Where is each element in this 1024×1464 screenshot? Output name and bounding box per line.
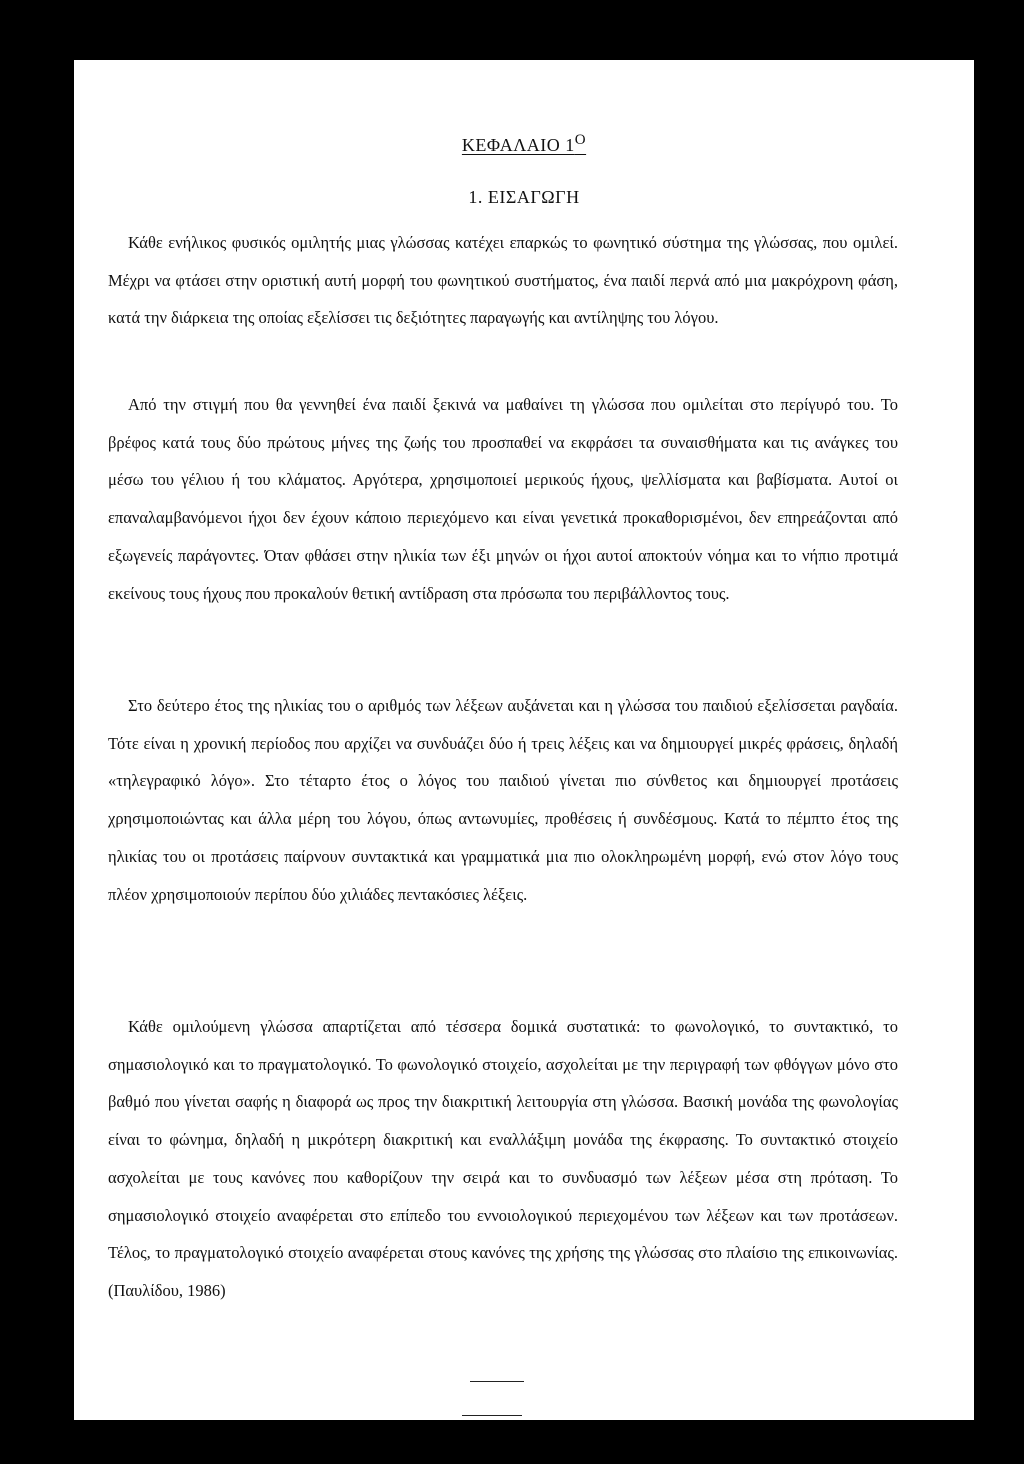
paragraph-block-2: [108, 386, 898, 612]
chapter-label-text: ΚΕΦΑΛΑΙΟ 1: [461, 135, 575, 155]
chapter-label: [461, 132, 587, 155]
paragraph-block-1: [108, 224, 898, 337]
chapter-superscript: Ο: [574, 132, 587, 148]
paragraph: Από την στιγμή που θα γεννηθεί ένα παιδί ξεκινά να μαθαίνει τη γλώσσα που ομιλείται στο περίγυρό του. Το βρέφος κατά τους δύο πρώτους μήνες της ζωής του προσπαθεί να εκφράσει τα συναισθήματα και τις ανάγκες του μέσω του γέλιου ή του κλάματος. Αργότερα, χρησιμοποιεί μερικούς ήχους, ψελλίσματα και βαβίσματα. Αυτοί οι επαναλαμβανόμενοι ήχοι δεν έχουν κάποιο περιεχόμενο και είναι γενετικά προκαθορισμένοι, δεν επηρεάζονται από εξωγενείς παράγοντες. Όταν φθάσει στην ηλικία των έξι μηνών οι ήχοι αυτοί αποκτούν νόημα και το νήπιο προτιμά εκείνους τους ήχους που προκαλούν θετική αντίδραση στα πρόσωπα του περιβάλλοντος τους.: [108, 395, 898, 603]
paragraph: Κάθε ενήλικος φυσικός ομιλητής μιας γλώσσας κατέχει επαρκώς το φωνητικό σύστημα της γλώσσας, που ομιλεί. Μέχρι να φτάσει στην οριστική αυτή μορφή του φωνητικού συστήματος, ένα παιδί περνά από μια μακρόχρονη φάση, κατά την διάρκεια της οποίας εξελίσσει τις δεξιότητες παραγωγής και αντίληψης του λόγου.: [108, 233, 898, 328]
paragraph-block-4: [108, 1008, 898, 1310]
footer-rule-top: [470, 1381, 524, 1382]
paragraph-block-3: [108, 687, 898, 913]
section-title: 1. ΕΙΣΑΓΩΓΗ: [468, 187, 580, 207]
document-page: [74, 60, 974, 1420]
footer-rule-bottom: [462, 1415, 522, 1416]
paragraph: Στο δεύτερο έτος της ηλικίας του ο αριθμός των λέξεων αυξάνεται και η γλώσσα του παιδιού εξελίσσεται ραγδαία. Τότε είναι η χρονική περίοδος που αρχίζει να συνδυάζει δύο ή τρεις λέξεις και να δημιουργεί μικρές φράσεις, δηλαδή «τηλεγραφικό λόγο». Στο τέταρτο έτος ο λόγος του παιδιού γίνεται πιο σύνθετος και δημιουργεί προτάσεις χρησιμοποιώντας και άλλα μέρη του λόγου, όπως αντωνυμίες, προθέσεις ή συνδέσμους. Κατά το πέμπτο έτος της ηλικίας του οι προτάσεις παίρνουν συντακτικά και γραμματικά μια πιο ολοκληρωμένη μορφή, ενώ στον λόγο τους πλέον χρησιμοποιούν περίπου δύο χιλιάδες πεντακόσιες λέξεις.: [108, 696, 898, 904]
chapter-heading: [74, 132, 974, 156]
paragraph: Κάθε ομιλούμενη γλώσσα απαρτίζεται από τέσσερα δομικά συστατικά: το φωνολογικό, το συντακτικό, το σημασιολογικό και το πραγματολογικό. Το φωνολογικό στοιχείο, ασχολείται με την περιγραφή των φθόγγων μόνο στο βαθμό που γίνεται σαφής η διαφορά ως προς την διακριτική λειτουργία στη γλώσσα. Βασική μονάδα της φωνολογίας είναι το φώνημα, δηλαδή η μικρότερη διακριτική και εναλλάξιμη μονάδα της έκφρασης. Το συντακτικό στοιχείο ασχολείται με τους κανόνες που καθορίζουν την σειρά και το συνδυασμό των λέξεων μέσα στη πρόταση. Το σημασιολογικό στοιχείο αναφέρεται στο επίπεδο του εννοιολογικού περιεχομένου των λέξεων και των προτάσεων. Τέλος, το πραγματολογικό στοιχείο αναφέρεται στους κανόνες της χρήσης της γλώσσας στο πλαίσιο της επικοινωνίας. (Παυλίδου, 1986): [108, 1017, 898, 1300]
